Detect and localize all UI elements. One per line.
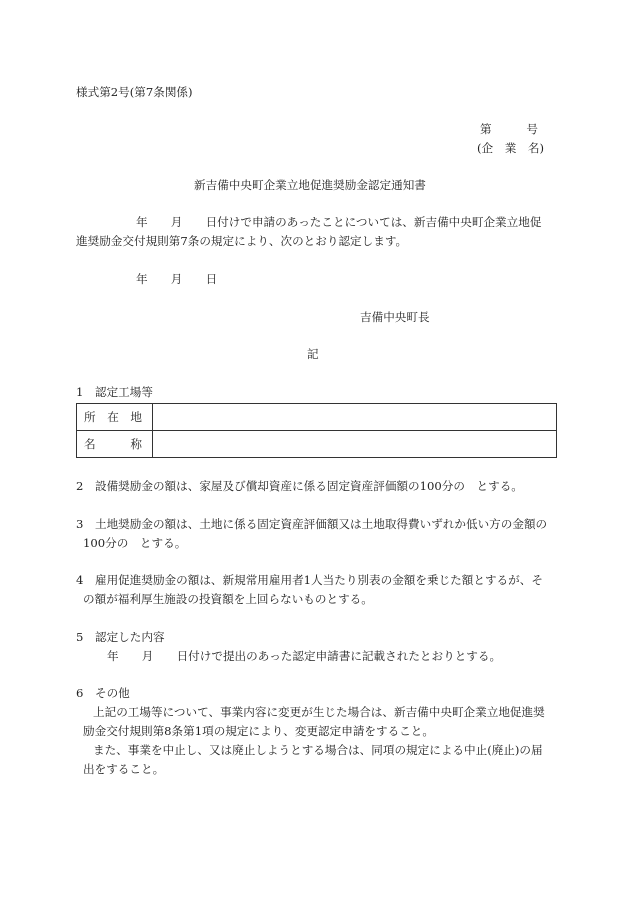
form-number: 様式第2号(第7条関係) <box>76 85 193 99</box>
section-3-line-2: 100分の とする。 <box>83 536 187 550</box>
section-3-line-1: 3 土地奨励金の額は、土地に係る固定資産評価額又は土地取得費いずれか低い方の金額の <box>76 517 548 531</box>
section-4-line-1: 4 雇用促進奨励金の額は、新規常用雇用者1人当たり別表の金額を乗じた額とするが、そ <box>76 573 543 587</box>
table-row <box>77 404 557 431</box>
section-6-heading: 6 その他 <box>76 686 130 700</box>
location-label: 所 在 地 <box>77 404 153 431</box>
factory-table <box>76 403 557 458</box>
name-value <box>153 431 557 458</box>
mayor-signature: 吉備中央町長 <box>360 310 430 324</box>
section-2: 2 設備奨励金の額は、家屋及び償却資産に係る固定資産評価額の100分の とする。 <box>76 479 523 493</box>
location-value <box>153 404 557 431</box>
section-6-line-2: 励金交付規則第8条第1項の規定により、変更認定申請をすること。 <box>83 724 434 738</box>
section-6-line-4: 出をすること。 <box>83 762 165 776</box>
intro-line-1: 年 月 日付けで申請のあったことについては、新吉備中央町企業立地促 <box>136 215 542 229</box>
section-6-line-3: また、事業を中止し、又は廃止しようとする場合は、同項の規定による中止(廃止)の届 <box>93 743 543 757</box>
document-title: 新吉備中央町企業立地促進奨励金認定通知書 <box>194 178 426 192</box>
notice-date: 年 月 日 <box>136 272 218 286</box>
ki-heading: 記 <box>307 347 319 361</box>
name-label: 名 称 <box>77 431 153 458</box>
section-5-heading: 5 認定した内容 <box>76 630 165 644</box>
company-name: (企 業 名) <box>477 141 545 155</box>
section-1-heading: 1 認定工場等 <box>76 385 153 399</box>
section-4-line-2: の額が福利厚生施設の投資額を上回らないものとする。 <box>83 592 373 606</box>
table-row <box>77 431 557 458</box>
section-5-line-1: 年 月 日付けで提出のあった認定申請書に記載されたとおりとする。 <box>107 649 502 663</box>
intro-line-2: 進奨励金交付規則第7条の規定により、次のとおり認定します。 <box>76 234 408 248</box>
section-6-line-1: 上記の工場等について、事業内容に変更が生じた場合は、新吉備中央町企業立地促進奨 <box>93 705 545 719</box>
reference-number: 第 号 <box>480 122 538 136</box>
